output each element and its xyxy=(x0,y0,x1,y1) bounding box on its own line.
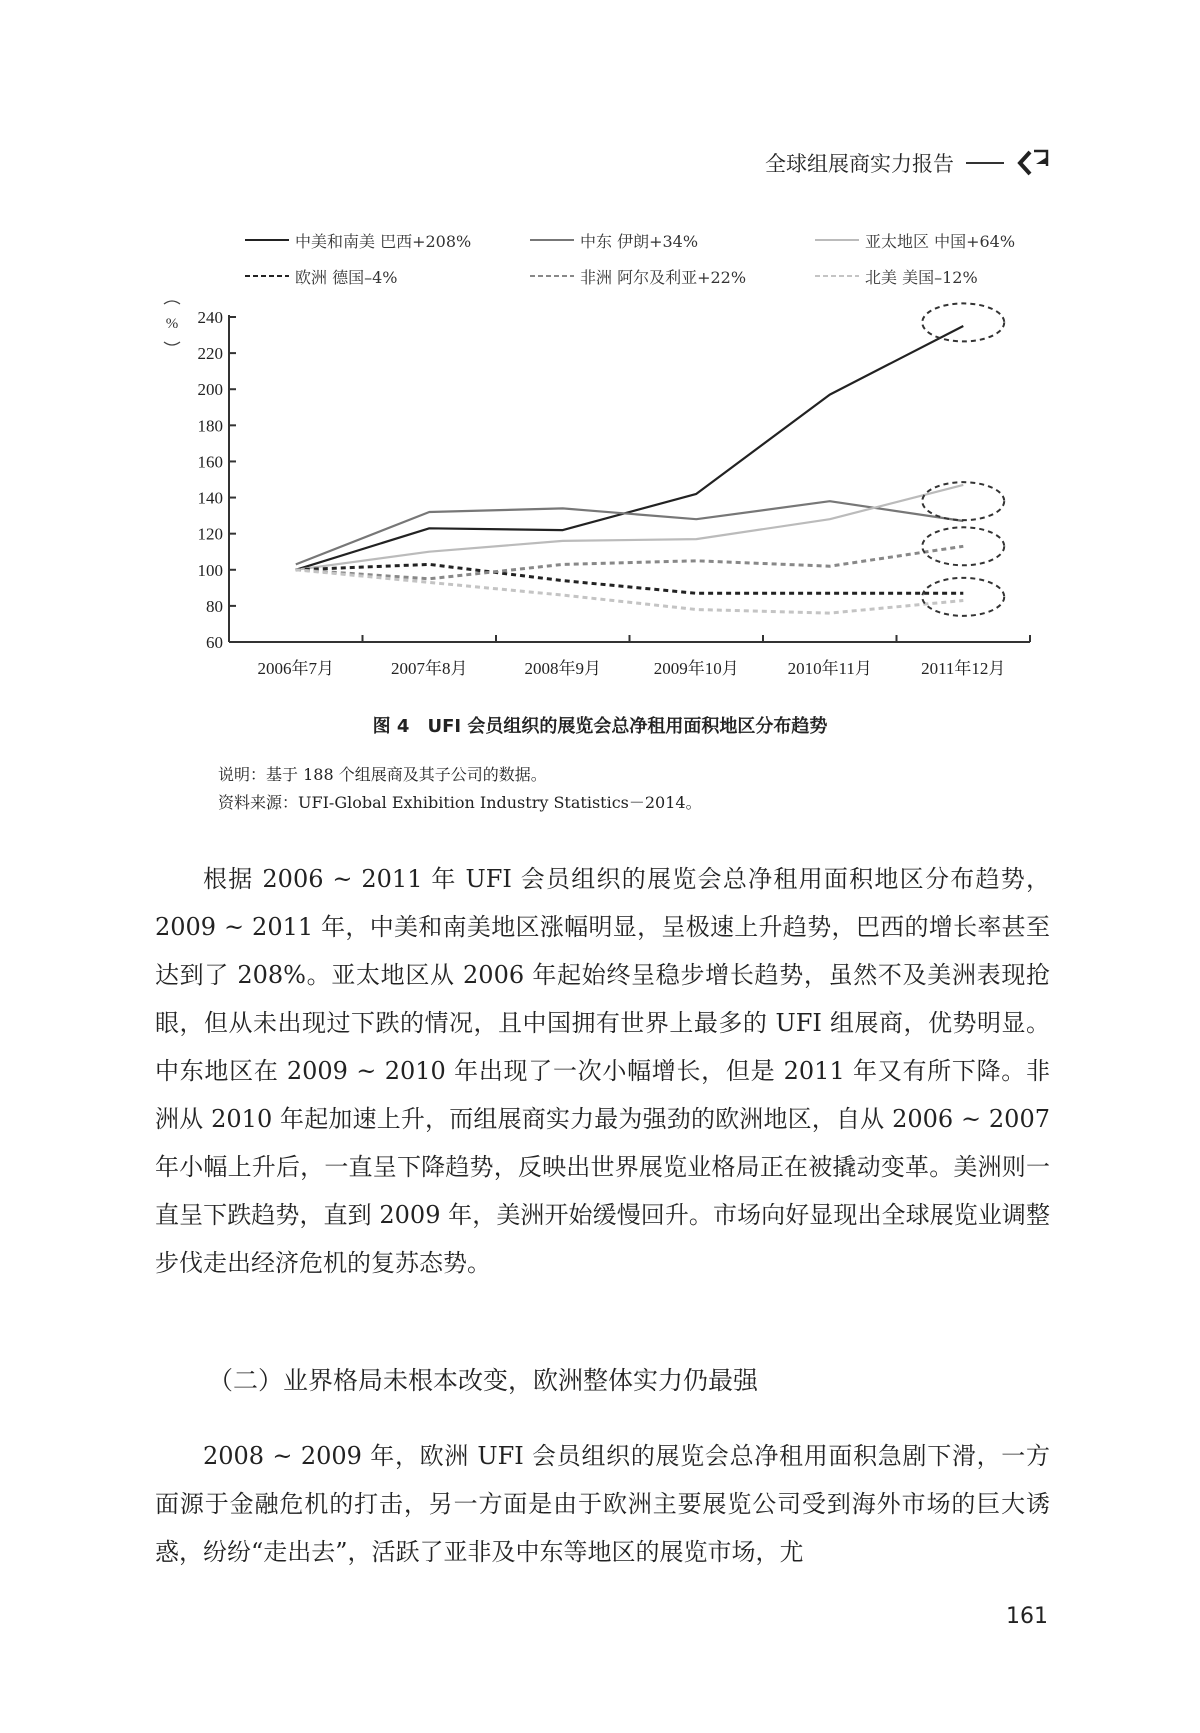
series-line xyxy=(296,546,964,579)
legend-label: 欧洲 德国–4% xyxy=(295,267,398,287)
highlight-ellipse xyxy=(922,482,1004,520)
figure-note: 说明：基于 188 个组展商及其子公司的数据。 xyxy=(218,765,547,784)
legend-item xyxy=(530,265,815,288)
paragraph-2: 2008 ~ 2009 年，欧洲 UFI 会员组织的展览会总净租用面积急剧下滑，一方面源于金融危机的打击，另一方面是由于欧洲主要展览公司受到海外市场的巨大诱惑，纷纷“走出去”，活跃了亚非及中东等地区的展览市场，尤 xyxy=(155,1442,1050,1566)
svg-text:100: 100 xyxy=(197,560,223,580)
running-head-rule xyxy=(966,162,1004,164)
svg-text:80: 80 xyxy=(206,596,223,616)
section-heading: （二）业界格局未根本改变，欧洲整体实力仍最强 xyxy=(208,1366,759,1395)
book-corner-arrow-icon xyxy=(1016,148,1050,178)
running-head xyxy=(765,146,1050,180)
body-paragraph xyxy=(155,855,1050,1287)
highlight-ellipse xyxy=(922,578,1004,616)
legend-label: 中东 伊朗+34% xyxy=(580,231,699,251)
line-chart xyxy=(150,290,1050,700)
svg-text:200: 200 xyxy=(197,380,223,400)
svg-text:2010年11月: 2010年11月 xyxy=(787,659,872,678)
svg-text:2007年8月: 2007年8月 xyxy=(391,659,468,678)
svg-text:60: 60 xyxy=(206,633,223,652)
svg-text:2011年12月: 2011年12月 xyxy=(921,659,1006,678)
figure-source: 资料来源：UFI-Global Exhibition Industry Statistics－2014。 xyxy=(218,793,702,812)
svg-text:240: 240 xyxy=(197,308,223,327)
series-line xyxy=(296,326,964,570)
svg-text:160: 160 xyxy=(197,452,223,472)
chart-legend xyxy=(245,222,1045,294)
legend-item xyxy=(815,229,1015,252)
svg-text:2009年10月: 2009年10月 xyxy=(653,659,739,678)
series-line xyxy=(296,485,964,570)
legend-item xyxy=(245,265,530,288)
running-title: 全球组展商实力报告 xyxy=(765,152,954,176)
legend-item xyxy=(815,265,978,288)
y-axis xyxy=(164,301,236,652)
svg-text:220: 220 xyxy=(197,344,223,364)
svg-text:2006年7月: 2006年7月 xyxy=(257,659,334,678)
paragraph-1: 根据 2006 ~ 2011 年 UFI 会员组织的展览会总净租用面积地区分布趋势，2009 ~ 2011 年，中美和南美地区涨幅明显，呈极速上升趋势，巴西的增长率甚至达到了 208%。亚太地区从 2006 年起始终呈稳步增长趋势，虽然不及美洲表现抢眼，但从未出现过下跌的情况，且中国拥有世界上最多的 UFI 组展商，优势明显。中东地区在 2009 ~ 2010 年出现了一次小幅增长，但是 2011 年又有所下降。非洲从 2010 年起加速上升，而组展商实力最为强劲的欧洲地区，自从 2006 ~ 2007 年小幅上升后，一直呈下降趋势，反映出世界展览业格局正在被撬动变革。美洲则一直呈下跌趋势，直到 2009 年，美洲开始缓慢回升。市场向好显现出全球展览业调整步伐走出经济危机的复苏态势。 xyxy=(155,865,1050,1277)
legend-label: 中美和南美 巴西+208% xyxy=(295,231,472,251)
figure-caption: 图 4 UFI 会员组织的展览会总净租用面积地区分布趋势 xyxy=(372,716,828,737)
svg-text:120: 120 xyxy=(197,524,223,544)
svg-text:%: % xyxy=(165,316,179,332)
svg-text:140: 140 xyxy=(197,488,223,508)
legend-item xyxy=(530,229,815,252)
legend-label: 北美 美国–12% xyxy=(865,267,978,287)
body-paragraph xyxy=(155,1432,1050,1576)
page-number: 161 xyxy=(1006,1604,1048,1629)
x-axis xyxy=(229,635,1030,678)
svg-text:2008年9月: 2008年9月 xyxy=(524,659,601,678)
chart-annotations xyxy=(922,303,1004,615)
highlight-ellipse xyxy=(922,303,1004,341)
legend-label: 非洲 阿尔及利亚+22% xyxy=(580,267,747,287)
legend-item xyxy=(245,229,530,252)
chart-series xyxy=(296,326,964,613)
legend-label: 亚太地区 中国+64% xyxy=(865,231,1016,251)
svg-text:180: 180 xyxy=(197,416,223,436)
